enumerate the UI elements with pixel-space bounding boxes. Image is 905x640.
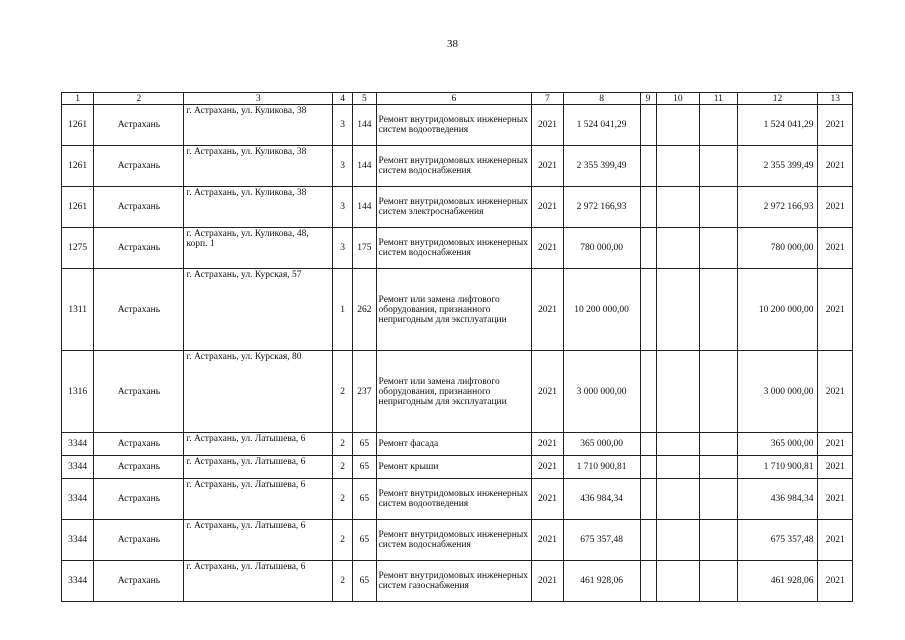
object-id-cell: 1275 bbox=[62, 228, 94, 269]
column-10-cell bbox=[656, 187, 699, 228]
column-header: 7 bbox=[532, 93, 563, 105]
table-row bbox=[62, 146, 853, 187]
year-cell: 2021 bbox=[532, 561, 563, 602]
column-header: 8 bbox=[563, 93, 640, 105]
address-cell: г. Астрахань, ул. Куликова, 38 bbox=[184, 146, 333, 187]
column-4-cell: 2 bbox=[333, 520, 353, 561]
column-5-cell: 175 bbox=[353, 228, 376, 269]
column-11-cell bbox=[700, 228, 737, 269]
cost-cell: 3 000 000,00 bbox=[563, 351, 640, 433]
column-11-cell bbox=[700, 456, 737, 479]
column-10-cell bbox=[656, 456, 699, 479]
column-4-cell: 3 bbox=[333, 228, 353, 269]
work-type-cell: Ремонт или замена лифтового оборудования, признанного непригодным для эксплуатации bbox=[376, 269, 532, 351]
year-cell: 2021 bbox=[532, 187, 563, 228]
cost-cell: 1 524 041,29 bbox=[563, 105, 640, 146]
column-10-cell bbox=[656, 351, 699, 433]
object-id-cell: 1316 bbox=[62, 351, 94, 433]
work-type-cell: Ремонт крыши bbox=[376, 456, 532, 479]
column-4-cell: 3 bbox=[333, 146, 353, 187]
end-year-cell: 2021 bbox=[818, 228, 853, 269]
end-year-cell: 2021 bbox=[818, 433, 853, 456]
column-4-cell: 2 bbox=[333, 479, 353, 520]
table-row bbox=[62, 433, 853, 456]
object-id-cell: 3344 bbox=[62, 479, 94, 520]
column-10-cell bbox=[656, 479, 699, 520]
column-9-cell bbox=[640, 433, 656, 456]
table-row bbox=[62, 187, 853, 228]
object-id-cell: 3344 bbox=[62, 433, 94, 456]
column-9-cell bbox=[640, 561, 656, 602]
cost-cell: 436 984,34 bbox=[563, 479, 640, 520]
table-row bbox=[62, 561, 853, 602]
end-year-cell: 2021 bbox=[818, 351, 853, 433]
city-cell: Астрахань bbox=[94, 351, 184, 433]
address-cell: г. Астрахань, ул. Курская, 80 bbox=[184, 351, 333, 433]
column-4-cell: 1 bbox=[333, 269, 353, 351]
column-5-cell: 262 bbox=[353, 269, 376, 351]
cost-cell: 675 357,48 bbox=[563, 520, 640, 561]
column-header: 4 bbox=[333, 93, 353, 105]
cost-cell: 2 355 399,49 bbox=[563, 146, 640, 187]
object-id-cell: 3344 bbox=[62, 520, 94, 561]
column-header: 13 bbox=[818, 93, 853, 105]
column-10-cell bbox=[656, 228, 699, 269]
address-cell: г. Астрахань, ул. Латышева, 6 bbox=[184, 520, 333, 561]
column-10-cell bbox=[656, 433, 699, 456]
column-header: 12 bbox=[737, 93, 818, 105]
address-cell: г. Астрахань, ул. Латышева, 6 bbox=[184, 479, 333, 520]
column-11-cell bbox=[700, 105, 737, 146]
city-cell: Астрахань bbox=[94, 456, 184, 479]
total-cost-cell: 461 928,06 bbox=[737, 561, 818, 602]
column-11-cell bbox=[700, 187, 737, 228]
column-11-cell bbox=[700, 433, 737, 456]
address-cell: г. Астрахань, ул. Латышева, 6 bbox=[184, 561, 333, 602]
table-row bbox=[62, 520, 853, 561]
column-4-cell: 2 bbox=[333, 561, 353, 602]
end-year-cell: 2021 bbox=[818, 456, 853, 479]
city-cell: Астрахань bbox=[94, 146, 184, 187]
total-cost-cell: 436 984,34 bbox=[737, 479, 818, 520]
column-9-cell bbox=[640, 479, 656, 520]
cost-cell: 1 710 900,81 bbox=[563, 456, 640, 479]
column-header: 11 bbox=[700, 93, 737, 105]
column-header: 6 bbox=[376, 93, 532, 105]
object-id-cell: 3344 bbox=[62, 456, 94, 479]
column-5-cell: 65 bbox=[353, 433, 376, 456]
object-id-cell: 3344 bbox=[62, 561, 94, 602]
total-cost-cell: 10 200 000,00 bbox=[737, 269, 818, 351]
column-10-cell bbox=[656, 561, 699, 602]
object-id-cell: 1261 bbox=[62, 187, 94, 228]
object-id-cell: 1311 bbox=[62, 269, 94, 351]
column-10-cell bbox=[656, 146, 699, 187]
work-type-cell: Ремонт внутридомовых инженерных систем водоснабжения bbox=[376, 520, 532, 561]
column-4-cell: 3 bbox=[333, 105, 353, 146]
address-cell: г. Астрахань, ул. Латышева, 6 bbox=[184, 456, 333, 479]
year-cell: 2021 bbox=[532, 520, 563, 561]
work-type-cell: Ремонт внутридомовых инженерных систем водоотведения bbox=[376, 105, 532, 146]
work-type-cell: Ремонт фасада bbox=[376, 433, 532, 456]
column-11-cell bbox=[700, 479, 737, 520]
column-header: 9 bbox=[640, 93, 656, 105]
end-year-cell: 2021 bbox=[818, 561, 853, 602]
cost-cell: 365 000,00 bbox=[563, 433, 640, 456]
column-11-cell bbox=[700, 146, 737, 187]
column-5-cell: 144 bbox=[353, 105, 376, 146]
city-cell: Астрахань bbox=[94, 105, 184, 146]
column-10-cell bbox=[656, 105, 699, 146]
table-row bbox=[62, 479, 853, 520]
year-cell: 2021 bbox=[532, 146, 563, 187]
column-10-cell bbox=[656, 269, 699, 351]
table-header bbox=[62, 93, 853, 105]
object-id-cell: 1261 bbox=[62, 105, 94, 146]
end-year-cell: 2021 bbox=[818, 269, 853, 351]
column-11-cell bbox=[700, 520, 737, 561]
column-9-cell bbox=[640, 269, 656, 351]
year-cell: 2021 bbox=[532, 228, 563, 269]
column-5-cell: 144 bbox=[353, 146, 376, 187]
cost-cell: 2 972 166,93 bbox=[563, 187, 640, 228]
column-11-cell bbox=[700, 269, 737, 351]
work-type-cell: Ремонт внутридомовых инженерных систем водоотведения bbox=[376, 479, 532, 520]
total-cost-cell: 365 000,00 bbox=[737, 433, 818, 456]
column-5-cell: 237 bbox=[353, 351, 376, 433]
address-cell: г. Астрахань, ул. Латышева, 6 bbox=[184, 433, 333, 456]
year-cell: 2021 bbox=[532, 269, 563, 351]
column-9-cell bbox=[640, 228, 656, 269]
column-5-cell: 65 bbox=[353, 561, 376, 602]
column-header: 5 bbox=[353, 93, 376, 105]
total-cost-cell: 1 710 900,81 bbox=[737, 456, 818, 479]
work-type-cell: Ремонт внутридомовых инженерных систем электроснабжения bbox=[376, 187, 532, 228]
column-11-cell bbox=[700, 351, 737, 433]
table-row bbox=[62, 105, 853, 146]
total-cost-cell: 675 357,48 bbox=[737, 520, 818, 561]
column-9-cell bbox=[640, 351, 656, 433]
city-cell: Астрахань bbox=[94, 433, 184, 456]
column-10-cell bbox=[656, 520, 699, 561]
end-year-cell: 2021 bbox=[818, 187, 853, 228]
column-5-cell: 65 bbox=[353, 520, 376, 561]
total-cost-cell: 1 524 041,29 bbox=[737, 105, 818, 146]
column-5-cell: 144 bbox=[353, 187, 376, 228]
cost-cell: 10 200 000,00 bbox=[563, 269, 640, 351]
column-11-cell bbox=[700, 561, 737, 602]
column-header: 1 bbox=[62, 93, 94, 105]
table-row bbox=[62, 351, 853, 433]
end-year-cell: 2021 bbox=[818, 146, 853, 187]
column-9-cell bbox=[640, 105, 656, 146]
table-row bbox=[62, 228, 853, 269]
address-cell: г. Астрахань, ул. Куликова, 38 bbox=[184, 105, 333, 146]
column-9-cell bbox=[640, 456, 656, 479]
city-cell: Астрахань bbox=[94, 228, 184, 269]
column-4-cell: 2 bbox=[333, 351, 353, 433]
work-type-cell: Ремонт внутридомовых инженерных систем водоснабжения bbox=[376, 228, 532, 269]
year-cell: 2021 bbox=[532, 479, 563, 520]
table-row bbox=[62, 456, 853, 479]
city-cell: Астрахань bbox=[94, 187, 184, 228]
city-cell: Астрахань bbox=[94, 561, 184, 602]
column-9-cell bbox=[640, 520, 656, 561]
city-cell: Астрахань bbox=[94, 269, 184, 351]
header-row bbox=[62, 93, 853, 105]
address-cell: г. Астрахань, ул. Куликова, 48, корп. 1 bbox=[184, 228, 333, 269]
page-number: 38 bbox=[447, 38, 458, 50]
column-4-cell: 3 bbox=[333, 187, 353, 228]
table-row bbox=[62, 269, 853, 351]
table-body bbox=[62, 105, 853, 602]
city-cell: Астрахань bbox=[94, 520, 184, 561]
cost-cell: 780 000,00 bbox=[563, 228, 640, 269]
city-cell: Астрахань bbox=[94, 479, 184, 520]
column-header: 10 bbox=[656, 93, 699, 105]
column-9-cell bbox=[640, 146, 656, 187]
total-cost-cell: 2 355 399,49 bbox=[737, 146, 818, 187]
column-header: 2 bbox=[94, 93, 184, 105]
address-cell: г. Астрахань, ул. Курская, 57 bbox=[184, 269, 333, 351]
work-type-cell: Ремонт или замена лифтового оборудования, признанного непригодным для эксплуатации bbox=[376, 351, 532, 433]
work-type-cell: Ремонт внутридомовых инженерных систем газоснабжения bbox=[376, 561, 532, 602]
column-4-cell: 2 bbox=[333, 456, 353, 479]
column-4-cell: 2 bbox=[333, 433, 353, 456]
work-type-cell: Ремонт внутридомовых инженерных систем водоснабжения bbox=[376, 146, 532, 187]
registry-table bbox=[61, 92, 853, 602]
end-year-cell: 2021 bbox=[818, 520, 853, 561]
address-cell: г. Астрахань, ул. Куликова, 38 bbox=[184, 187, 333, 228]
year-cell: 2021 bbox=[532, 351, 563, 433]
object-id-cell: 1261 bbox=[62, 146, 94, 187]
total-cost-cell: 780 000,00 bbox=[737, 228, 818, 269]
year-cell: 2021 bbox=[532, 433, 563, 456]
end-year-cell: 2021 bbox=[818, 479, 853, 520]
total-cost-cell: 2 972 166,93 bbox=[737, 187, 818, 228]
year-cell: 2021 bbox=[532, 105, 563, 146]
column-5-cell: 65 bbox=[353, 456, 376, 479]
column-5-cell: 65 bbox=[353, 479, 376, 520]
cost-cell: 461 928,06 bbox=[563, 561, 640, 602]
column-header: 3 bbox=[184, 93, 333, 105]
end-year-cell: 2021 bbox=[818, 105, 853, 146]
year-cell: 2021 bbox=[532, 456, 563, 479]
column-9-cell bbox=[640, 187, 656, 228]
total-cost-cell: 3 000 000,00 bbox=[737, 351, 818, 433]
